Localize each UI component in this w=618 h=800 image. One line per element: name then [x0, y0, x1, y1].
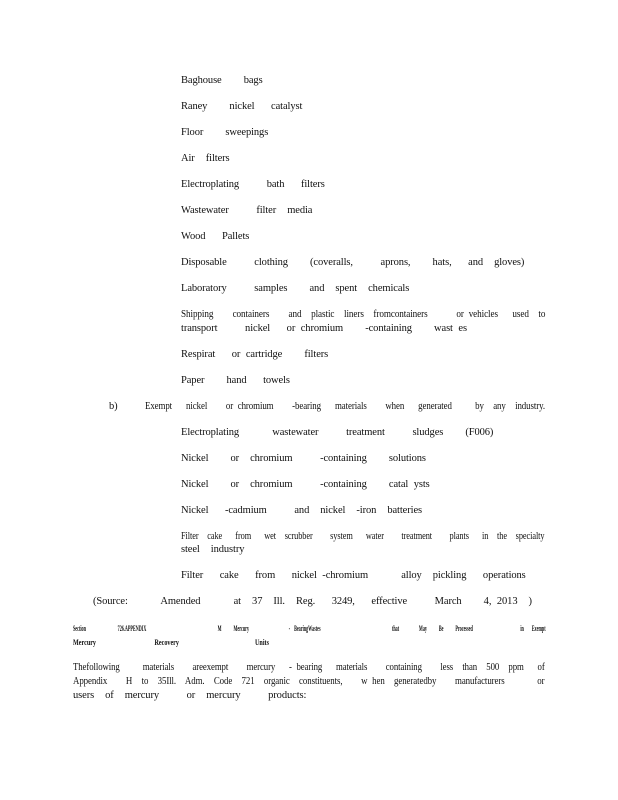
list-item: Paper hand towels	[181, 375, 290, 386]
section-text: Exempt nickel or chromium -bearing materials when generated by any industry.	[145, 401, 546, 412]
list-item: Filter cake from wet scrubber system water treatment plants in the specialty	[181, 531, 545, 542]
section-label: b)	[109, 401, 118, 412]
list-item: Electroplating bath filters	[181, 179, 325, 190]
intro-line: Appendix H to 35Ill. Adm. Code 721 organic constituents, w hen generatedby manufacturers or	[73, 676, 545, 687]
list-item: Nickel or chromium -containing catal ysts	[181, 479, 430, 490]
intro-line: Thefollowing materials areexempt mercury - bearing materials containing less than 500 ppm of	[73, 662, 545, 673]
list-item: Respirat or cartridge filters	[181, 349, 329, 360]
list-item: Electroplating wastewater treatment sludges (F006)	[181, 427, 494, 438]
list-item-continuation: transport nickel or chromium -containing wast es	[181, 323, 467, 334]
list-item: Floor sweepings	[181, 127, 269, 138]
list-item: Nickel -cadmium and nickel -iron batteries	[181, 505, 422, 516]
section-heading: Section 726.APPENDIX M Mercury - BearingWastes that May Be Processed in Exempt	[73, 623, 546, 633]
list-item: Raney nickel catalyst	[181, 101, 303, 112]
list-item: Disposable clothing (coveralls, aprons, hats, and gloves)	[181, 257, 525, 268]
list-item: Wood Pallets	[181, 231, 250, 242]
list-item-continuation: steel industry	[181, 544, 245, 555]
list-item: Nickel or chromium -containing solutions	[181, 453, 426, 464]
source-note: (Source: Amended at 37 Ill. Reg. 3249, effective March 4, 2013 )	[93, 596, 532, 607]
list-item: Laboratory samples and spent chemicals	[181, 283, 410, 294]
intro-line: users of mercury or mercury products:	[73, 690, 307, 701]
list-item: Filter cake from nickel -chromium alloy pickling operations	[181, 570, 526, 581]
list-item: Wastewater filter media	[181, 205, 313, 216]
list-item: Shipping containers and plastic liners fromcontainers or vehicles used to	[181, 309, 546, 320]
list-item: Baghouse bags	[181, 75, 263, 86]
section-heading-continuation: Mercury Recovery Units	[73, 637, 269, 647]
list-item: Air filters	[181, 153, 230, 164]
